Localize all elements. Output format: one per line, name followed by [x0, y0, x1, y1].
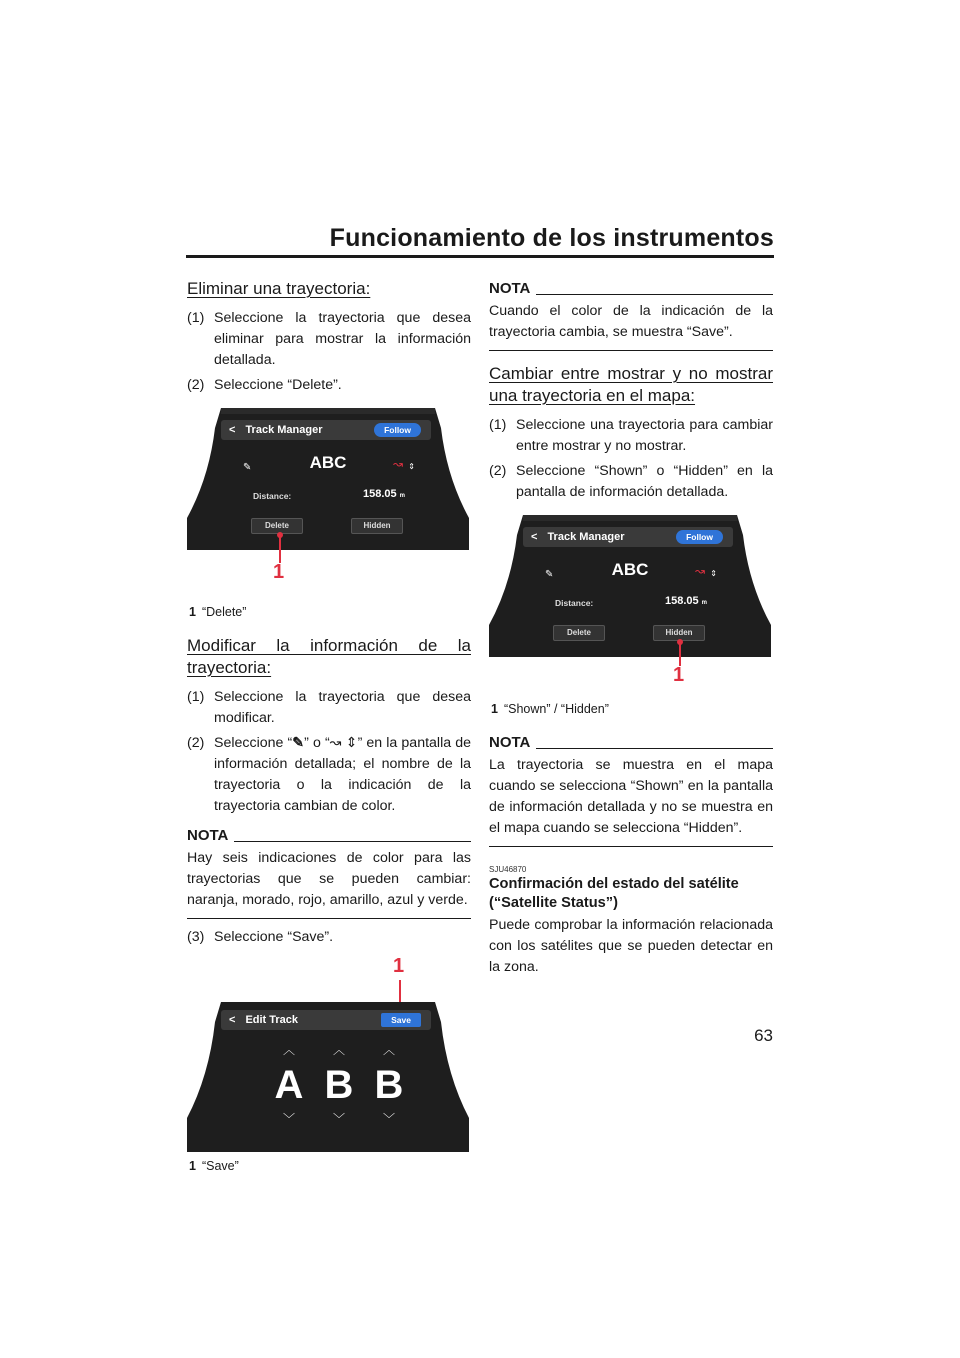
figure-track-manager-hidden [489, 515, 771, 695]
section-title-modify: Modificar la información de la trayectoria: [187, 636, 471, 677]
save-step [187, 927, 471, 948]
edit-icon[interactable]: ✎ [545, 569, 554, 580]
callout-line [279, 535, 281, 563]
note-box [187, 825, 471, 919]
note-title: NOTA [489, 734, 531, 751]
list-item: (1) Seleccione la trayectoria que desea eliminar para mostrar la información detallada. [187, 310, 471, 368]
chevron-up-icon[interactable]: ︿ [282, 1043, 295, 1057]
follow-button[interactable]: Follow [676, 530, 723, 544]
updown-arrows-icon[interactable]: ⇕ [408, 462, 415, 471]
left-column [187, 272, 471, 1177]
distance-label: Distance: [555, 598, 594, 608]
delete-steps [187, 308, 471, 396]
section-title-delete: Eliminar una trayectoria: [187, 279, 371, 298]
note-title: NOTA [187, 827, 229, 844]
callout-number: 1 [393, 955, 405, 977]
list-item: (1) Seleccione una trayectoria para cambiar entre mostrar y no mostrar. [489, 417, 773, 454]
track-color-icon: ↝ ⇕ [329, 735, 358, 751]
chevron-up-icon[interactable]: ︿ [382, 1043, 395, 1057]
screen-title: Edit Track [245, 1013, 299, 1026]
track-name: ABC [611, 560, 649, 579]
figure-caption: 1 “Delete” [189, 605, 247, 619]
note-text: Cuando el color de la indicación de la trayectoria cambia, se muestra “Save”. [489, 301, 773, 351]
modify-steps [187, 687, 471, 817]
header-rule [186, 255, 774, 258]
chevron-down-icon[interactable]: ﹀ [332, 1112, 345, 1126]
list-item: (3) Seleccione “Save”. [187, 929, 334, 945]
distance-label: Distance: [253, 491, 292, 501]
note-box [489, 278, 773, 351]
screen-title: Track Manager [547, 530, 625, 543]
callout-line [399, 980, 401, 1002]
figure-edit-track [187, 952, 469, 1152]
distance-value: 158.05 m [665, 595, 707, 607]
screen-top-bar [523, 527, 733, 547]
list-item: (2) Seleccione “Delete”. [187, 377, 342, 393]
note-text: Hay seis indicaciones de color para las trayectorias que se pueden cambiar: naranja, morado, rojo, amarillo, azul y verde. [187, 848, 471, 919]
figure-caption: 1 “Save” [189, 1159, 239, 1173]
callout-number: 1 [673, 664, 685, 686]
figure-track-manager-delete [187, 408, 469, 598]
delete-button[interactable]: Delete [553, 625, 605, 641]
save-button[interactable]: Save [381, 1013, 421, 1027]
callout-number: 1 [273, 561, 285, 583]
screen-title: Track Manager [245, 423, 323, 436]
page-number: 63 [754, 1026, 773, 1045]
chevron-up-icon[interactable]: ︿ [332, 1043, 345, 1057]
screen-top-bar [221, 1010, 431, 1030]
delete-button[interactable]: Delete [251, 518, 303, 534]
section-code: SJU46870 [489, 865, 527, 874]
track-letter: A [274, 1063, 304, 1107]
track-name: ABC [309, 453, 347, 472]
hidden-button[interactable]: Hidden [351, 518, 403, 534]
track-letter: B [374, 1063, 404, 1107]
follow-button[interactable]: Follow [374, 423, 421, 437]
chevron-down-icon[interactable]: ﹀ [382, 1112, 395, 1126]
back-chevron-icon[interactable]: < [531, 530, 538, 543]
chevron-down-icon[interactable]: ﹀ [282, 1112, 295, 1126]
note-title: NOTA [489, 280, 531, 297]
hidden-button[interactable]: Hidden [653, 625, 705, 641]
screen-top-bar [221, 420, 431, 440]
edit-icon[interactable]: ✎ [243, 462, 252, 473]
section-title-satellite: Confirmación del estado del satélite (“Satellite Status”) [489, 876, 739, 911]
edit-icon: ✎ [292, 735, 305, 751]
page-header-title: Funcionamiento de los instrumentos [329, 224, 774, 252]
list-item: (2) Seleccione “Shown” o “Hidden” en la pantalla de información detallada. [489, 463, 773, 500]
back-chevron-icon[interactable]: < [229, 1013, 236, 1026]
figure-caption: 1 “Shown” / “Hidden” [491, 702, 609, 716]
list-item: (2) Seleccione “✎” o “↝ ⇕” en la pantalla de información detallada; el nombre de la trayectoria o la indicación de la trayectoria cambian de color. [187, 735, 471, 814]
list-item: (1) Seleccione la trayectoria que desea modificar. [187, 689, 471, 726]
show-hide-steps [489, 415, 773, 503]
track-color-icon[interactable]: ↝ [392, 457, 403, 471]
right-column [489, 272, 773, 978]
satellite-text: Puede comprobar la información relacionada con los satélites que se pueden detectar en la zona. [489, 917, 773, 975]
track-letter: B [324, 1063, 354, 1107]
section-title-show-hide: Cambiar entre mostrar y no mostrar una trayectoria en el mapa: [489, 364, 773, 405]
note-box [489, 732, 773, 847]
callout-line [679, 642, 681, 666]
distance-value: 158.05 m [363, 488, 405, 500]
updown-arrows-icon[interactable]: ⇕ [710, 569, 717, 578]
track-color-icon[interactable]: ↝ [694, 564, 705, 578]
note-text: La trayectoria se muestra en el mapa cuando se selecciona “Shown” en la pantalla de información detallada y no se muestra en el mapa cuando se selecciona “Hidden”. [489, 755, 773, 847]
back-chevron-icon[interactable]: < [229, 423, 236, 436]
